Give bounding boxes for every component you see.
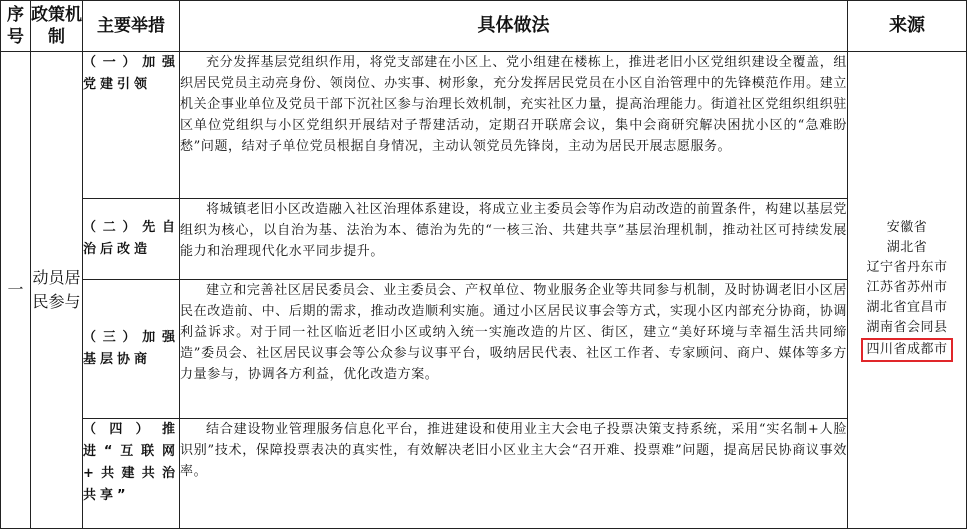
practice-consultation: 建立和完善社区居民委员会、业主委员会、产权单位、物业服务企业等共同参与机制，及时协调老旧小区居民在改造前、中、后期的需求，推动改造顺利实施。通过小区居民议事会等方式，实现小区内部充分协商，协调利益诉求。对于同一社区临近老旧小区或纳入统一实施改造的片区、街区，建立“美好环境与幸福生活共同缔造”委员会、社区居民议事会等公众参与议事平台，吸纳居民代表、社区工作者、专家顾问、商户、媒体等多方力量参与，协调各方利益，优化改造方案。 [180,280,848,419]
table-row [1,52,967,199]
practice-self-governance: 将城镇老旧小区改造融入社区治理体系建设，将成立业主委员会等作为启动改造的前置条件，构建以基层党组织为核心，以自治为基、法治为本、德治为先的“一核三治、共建共享”基层治理机制，推动社区可持续发展能力和治理现代化水平同步提升。 [180,199,848,280]
header-source: 来源 [848,1,967,52]
table-row [1,419,967,529]
source-item: 辽宁省丹东市 [866,260,948,275]
source-item: 湖北省 [886,240,928,255]
measure-internet-plus: （四）推进“互联网+共建共治共享” [83,419,180,529]
practice-internet-plus: 结合建设物业管理服务信息化平台，推进建设和使用业主大会电子投票决策支持系统，采用“实名制+人脸识别”技术，保障投票表决的真实性，有效解决老旧小区业主大会“召开难、投票难”问题，提高居民协商议事效率。 [180,419,848,529]
measure-self-governance: （二）先自治后改造 [83,199,180,280]
table-row [1,199,967,280]
header-row [1,1,967,52]
source-item: 湖北省宜昌市 [866,300,948,315]
practice-party-building: 充分发挥基层党组织作用，将党支部建在小区上、党小组建在楼栋上，推进老旧小区党组织建设全覆盖，组织居民党员主动亮身份、领岗位、办实事、树形象，充分发挥居民党员在小区自治管理中的先锋模范作用。建立机关企事业单位及党员干部下沉社区参与治理长效机制，充实社区力量，提高治理能力。街道社区党组织组织驻区单位党组织与小区党组织开展结对子帮建活动，定期召开联席会议，集中会商研究解决困扰小区的“急难盼愁”问题，结对子单位党员根据自身情况，主动认领党员先锋岗，主动为居民开展志愿服务。 [180,52,848,199]
header-mechanism: 政策机制 [31,1,83,52]
policy-mechanism: 动员居民参与 [31,52,83,529]
row-number: 一 [1,52,31,529]
header-measures: 主要举措 [83,1,180,52]
source-item: 湖南省会同县 [866,320,948,335]
measure-consultation: （三）加强基层协商 [83,280,180,419]
header-practice: 具体做法 [180,1,848,52]
measure-party-building: （一）加强党建引领 [83,52,180,199]
source-list [848,52,967,529]
header-number: 序号 [1,1,31,52]
source-item: 江苏省苏州市 [866,280,948,295]
table-row [1,280,967,419]
source-item: 安徽省 [886,220,928,235]
source-item-highlighted: 四川省成都市 [861,338,952,362]
